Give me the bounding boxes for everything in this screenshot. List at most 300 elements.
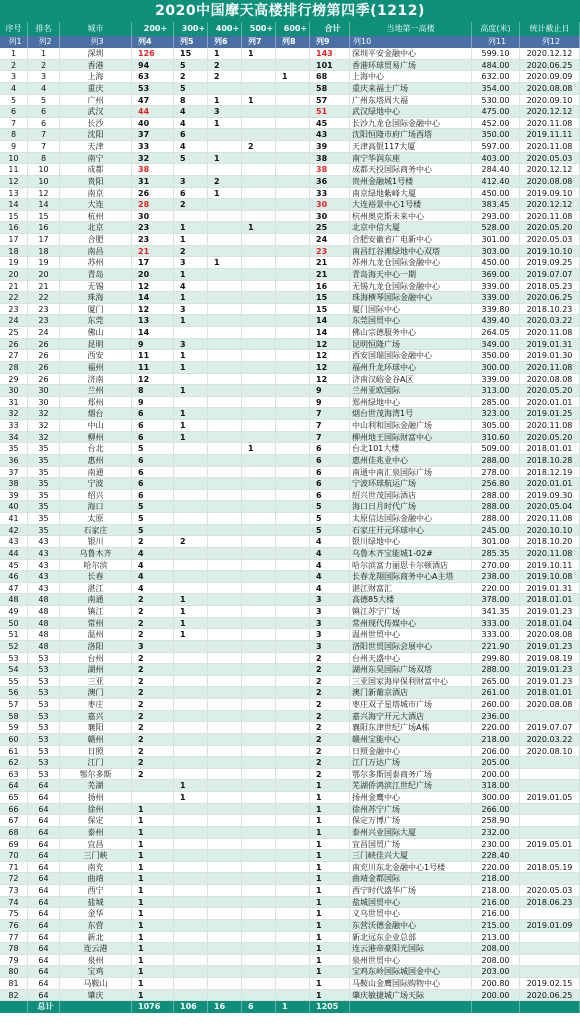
table-cell-col7 (242, 897, 276, 909)
table-cell-col10: 宁波环球航运广场 (350, 478, 472, 490)
total-cell-11 (472, 1001, 520, 1013)
table-cell-col8 (276, 862, 310, 874)
table-cell-col7 (242, 804, 276, 816)
table-row (0, 687, 580, 699)
table-cell-col7 (242, 292, 276, 304)
table-cell-col6 (208, 746, 242, 758)
table-cell-col1: 17 (0, 234, 28, 246)
table-cell-col12: 2019.01.09 (520, 920, 580, 932)
table-cell-col9: 3 (310, 629, 350, 641)
table-cell-col4: 1 (132, 885, 174, 897)
table-cell-col12: 2020.11.08 (520, 362, 580, 374)
table-cell-col2: 53 (28, 699, 60, 711)
table-cell-col5: 1 (174, 315, 208, 327)
table-cell-col10: 曲靖金都国际 (350, 873, 472, 885)
table-cell-col12: 2019.01.23 (520, 664, 580, 676)
table-cell-col1: 14 (0, 199, 28, 211)
table-cell-col2: 35 (28, 490, 60, 502)
table-cell-col9: 1 (310, 780, 350, 792)
table-row (0, 327, 580, 339)
table-cell-col8 (276, 211, 310, 223)
table-cell-col2: 10 (28, 176, 60, 188)
table-cell-col8 (276, 641, 310, 653)
table-row (0, 118, 580, 130)
table-cell-col2: 26 (28, 374, 60, 386)
table-cell-col3: 芜湖 (60, 780, 132, 792)
table-row (0, 106, 580, 118)
table-cell-col11: 339.00 (472, 292, 520, 304)
table-cell-col2: 64 (28, 780, 60, 792)
table-cell-col3: 鄂尔多斯 (60, 769, 132, 781)
table-cell-col6 (208, 734, 242, 746)
table-cell-col5 (174, 327, 208, 339)
table-row (0, 48, 580, 60)
table-row (0, 850, 580, 862)
table-cell-col6 (208, 327, 242, 339)
table-cell-col3: 南宁 (60, 153, 132, 165)
table-cell-col3: 扬州 (60, 792, 132, 804)
table-row (0, 560, 580, 572)
table-cell-col12: 2020.09.09 (520, 71, 580, 83)
table-cell-col6 (208, 490, 242, 502)
table-row (0, 385, 580, 397)
table-cell-col4: 20 (132, 269, 174, 281)
table-cell-col3: 东营 (60, 920, 132, 932)
table-cell-col1: 65 (0, 792, 28, 804)
table-cell-col11: 301.00 (472, 234, 520, 246)
table-cell-col11: 333.00 (472, 629, 520, 641)
table-cell-col5: 3 (174, 304, 208, 316)
table-cell-col11: 452.00 (472, 118, 520, 130)
table-cell-col11: 205.00 (472, 757, 520, 769)
table-cell-col9: 1 (310, 932, 350, 944)
table-cell-col4: 1 (132, 897, 174, 909)
table-cell-col5: 4 (174, 106, 208, 118)
table-cell-col8 (276, 269, 310, 281)
table-cell-col4: 5 (132, 525, 174, 537)
table-cell-col1: 44 (0, 548, 28, 560)
table-cell-col8 (276, 257, 310, 269)
table-cell-col2: 15 (28, 211, 60, 223)
table-cell-col5: 2 (174, 536, 208, 548)
header-cell-12: 统计截止日 (520, 22, 580, 36)
table-cell-col4: 126 (132, 48, 174, 60)
table-cell-col2: 19 (28, 257, 60, 269)
table-cell-col9: 36 (310, 176, 350, 188)
table-row (0, 920, 580, 932)
table-row (0, 618, 580, 630)
table-cell-col6 (208, 281, 242, 293)
table-cell-col6: 2 (208, 60, 242, 72)
table-cell-col4: 6 (132, 478, 174, 490)
table-cell-col9: 2 (310, 687, 350, 699)
table-cell-col5 (174, 932, 208, 944)
table-cell-col9: 1 (310, 839, 350, 851)
table-cell-col10: 南京绿地紫峰大厦 (350, 188, 472, 200)
table-cell-col12: 2019.11.11 (520, 129, 580, 141)
table-cell-col12: 2018.05.23 (520, 281, 580, 293)
table-cell-col7 (242, 153, 276, 165)
table-cell-col7 (242, 397, 276, 409)
table-cell-col9: 3 (310, 606, 350, 618)
table-cell-col4: 6 (132, 490, 174, 502)
table-cell-col1: 62 (0, 757, 28, 769)
table-cell-col6: 1 (208, 153, 242, 165)
table-row (0, 792, 580, 804)
table-row (0, 641, 580, 653)
table-cell-col12: 2020.08.08 (520, 83, 580, 95)
table-row (0, 164, 580, 176)
table-cell-col10: 嘉兴海宁开元大酒店 (350, 711, 472, 723)
table-cell-col10: 佛山宗德服务中心 (350, 327, 472, 339)
table-cell-col1: 4 (0, 83, 28, 95)
table-cell-col5: 1 (174, 222, 208, 234)
table-cell-col5 (174, 583, 208, 595)
subheader-cell-12: 列12 (520, 36, 580, 48)
table-cell-col4: 40 (132, 118, 174, 130)
table-cell-col5 (174, 815, 208, 827)
table-cell-col8 (276, 687, 310, 699)
table-cell-col10: 石家庄开元环球中心 (350, 525, 472, 537)
table-cell-col10: 保定万博广场 (350, 815, 472, 827)
total-cell-1 (0, 1001, 28, 1013)
table-cell-col7 (242, 304, 276, 316)
table-cell-col2: 43 (28, 560, 60, 572)
subheader-cell-9: 列9 (310, 36, 350, 48)
table-cell-col8 (276, 792, 310, 804)
table-cell-col2: 26 (28, 362, 60, 374)
table-cell-col11: 597.00 (472, 141, 520, 153)
table-cell-col2: 48 (28, 629, 60, 641)
table-row (0, 699, 580, 711)
table-cell-col9: 1 (310, 873, 350, 885)
table-cell-col4: 1 (132, 827, 174, 839)
table-cell-col8 (276, 83, 310, 95)
table-cell-col6 (208, 920, 242, 932)
table-cell-col7 (242, 943, 276, 955)
table-cell-col1: 73 (0, 885, 28, 897)
table-cell-col4: 23 (132, 222, 174, 234)
table-cell-col6 (208, 885, 242, 897)
table-row (0, 769, 580, 781)
table-cell-col11: 265.00 (472, 676, 520, 688)
table-cell-col1: 12 (0, 176, 28, 188)
table-cell-col5 (174, 676, 208, 688)
table-cell-col9: 6 (310, 455, 350, 467)
table-cell-col4: 2 (132, 734, 174, 746)
table-cell-col1: 7 (0, 118, 28, 130)
table-cell-col2: 53 (28, 734, 60, 746)
table-cell-col2: 35 (28, 513, 60, 525)
table-cell-col4: 5 (132, 513, 174, 525)
table-cell-col7 (242, 327, 276, 339)
table-cell-col2: 5 (28, 95, 60, 107)
table-cell-col10: 东莞国贸中心 (350, 315, 472, 327)
table-cell-col11: 354.00 (472, 83, 520, 95)
table-cell-col7 (242, 420, 276, 432)
table-cell-col1: 30 (0, 385, 28, 397)
table-cell-col11: 339.00 (472, 281, 520, 293)
table-cell-col10: 徐州苏宁广场 (350, 804, 472, 816)
table-cell-col2: 35 (28, 478, 60, 490)
table-cell-col6 (208, 978, 242, 990)
table-cell-col1: 37 (0, 467, 28, 479)
table-cell-col11: 260.00 (472, 699, 520, 711)
table-row (0, 60, 580, 72)
table-cell-col10: 泰州兴业国际大厦 (350, 827, 472, 839)
table-cell-col2: 48 (28, 618, 60, 630)
table-cell-col2: 4 (28, 83, 60, 95)
table-cell-col7 (242, 722, 276, 734)
table-cell-col12: 2020.08.08 (520, 699, 580, 711)
table-cell-col10: 新北远东企业总部 (350, 932, 472, 944)
table-cell-col7 (242, 571, 276, 583)
table-cell-col11: 403.00 (472, 153, 520, 165)
table-cell-col12: 2019.07.07 (520, 722, 580, 734)
table-cell-col10: 长沙九龙仓国际金融中心 (350, 118, 472, 130)
table-cell-col9: 4 (310, 560, 350, 572)
table-cell-col11: 530.00 (472, 95, 520, 107)
table-cell-col12: 2019.01.23 (520, 676, 580, 688)
table-cell-col10: 西安国瑞国际金融中心 (350, 350, 472, 362)
table-cell-col6 (208, 467, 242, 479)
table-cell-col9: 21 (310, 269, 350, 281)
table-cell-col12: 2020.09.10 (520, 95, 580, 107)
table-cell-col4: 11 (132, 350, 174, 362)
table-cell-col4: 2 (132, 664, 174, 676)
table-cell-col1: 9 (0, 141, 28, 153)
table-cell-col6 (208, 420, 242, 432)
table-cell-col6: 1 (208, 188, 242, 200)
table-cell-col7 (242, 211, 276, 223)
table-cell-col12: 2020.03.22 (520, 734, 580, 746)
table-cell-col7 (242, 118, 276, 130)
subheader-cell-6: 列6 (208, 36, 242, 48)
table-cell-col5: 1 (174, 385, 208, 397)
table-cell-col1: 82 (0, 990, 28, 1002)
table-cell-col3: 深圳 (60, 48, 132, 60)
table-cell-col5 (174, 897, 208, 909)
table-cell-col3: 新北 (60, 932, 132, 944)
table-cell-col10: 枣庄双子星塔城市广场 (350, 699, 472, 711)
table-cell-col11: 200.00 (472, 990, 520, 1002)
table-cell-col3: 福州 (60, 362, 132, 374)
table-cell-col12: 2020.05.03 (520, 885, 580, 897)
table-cell-col3: 泰州 (60, 827, 132, 839)
table-cell-col9: 1 (310, 792, 350, 804)
table-cell-col8 (276, 199, 310, 211)
table-cell-col1: 66 (0, 804, 28, 816)
table-cell-col8 (276, 932, 310, 944)
table-cell-col7 (242, 827, 276, 839)
table-cell-col5 (174, 757, 208, 769)
table-cell-col9: 16 (310, 281, 350, 293)
table-cell-col2: 35 (28, 467, 60, 479)
table-cell-col11: 509.00 (472, 443, 520, 455)
table-cell-col10: 青岛海天中心一期 (350, 269, 472, 281)
table-row (0, 71, 580, 83)
table-cell-col6 (208, 443, 242, 455)
table-cell-col12: 2019.09.30 (520, 490, 580, 502)
table-cell-col4: 1 (132, 978, 174, 990)
table-cell-col3: 西安 (60, 350, 132, 362)
table-cell-col11: 288.00 (472, 513, 520, 525)
table-cell-col8 (276, 362, 310, 374)
table-cell-col5: 6 (174, 188, 208, 200)
table-cell-col3: 绍兴 (60, 490, 132, 502)
table-cell-col6 (208, 943, 242, 955)
table-cell-col10: 赣州宝能中心 (350, 734, 472, 746)
header-cell-10: 当地第一高楼 (350, 22, 472, 36)
table-cell-col10: 海口日月时代广场 (350, 501, 472, 513)
table-cell-col12: 2020.05.20 (520, 222, 580, 234)
table-cell-col8 (276, 594, 310, 606)
table-cell-col4: 6 (132, 432, 174, 444)
table-cell-col2: 64 (28, 850, 60, 862)
table-row (0, 455, 580, 467)
table-cell-col2: 64 (28, 920, 60, 932)
table-cell-col2: 35 (28, 501, 60, 513)
table-cell-col7: 1 (242, 95, 276, 107)
table-cell-col5: 1 (174, 618, 208, 630)
table-cell-col1: 68 (0, 827, 28, 839)
table-cell-col11: 310.60 (472, 432, 520, 444)
header-cell-6: 400+ (208, 22, 242, 36)
table-cell-col11: 220.00 (472, 583, 520, 595)
table-cell-col3: 乌鲁木齐 (60, 548, 132, 560)
table-cell-col7 (242, 525, 276, 537)
table-cell-col7 (242, 839, 276, 851)
table-cell-col5 (174, 734, 208, 746)
table-cell-col9: 39 (310, 141, 350, 153)
total-cell-9: 1205 (310, 1001, 350, 1013)
table-cell-col10: 大连裕景中心1号楼 (350, 199, 472, 211)
table-cell-col2: 2 (28, 60, 60, 72)
table-cell-col5: 1 (174, 432, 208, 444)
table-cell-col11: 349.00 (472, 339, 520, 351)
table-cell-col9: 1 (310, 862, 350, 874)
total-cell-5: 106 (174, 1001, 208, 1013)
table-row (0, 873, 580, 885)
table-cell-col12 (520, 769, 580, 781)
table-cell-col6: 1 (208, 95, 242, 107)
table-cell-col11: 339.00 (472, 374, 520, 386)
table-cell-col10: 盐城国贸中心 (350, 897, 472, 909)
table-cell-col1: 67 (0, 815, 28, 827)
table-cell-col11: 238.00 (472, 571, 520, 583)
table-cell-col1: 33 (0, 420, 28, 432)
table-cell-col2: 53 (28, 711, 60, 723)
table-cell-col4: 2 (132, 606, 174, 618)
total-cell-7: 6 (242, 1001, 276, 1013)
table-cell-col11: 216.00 (472, 908, 520, 920)
table-cell-col3: 北京 (60, 222, 132, 234)
table-cell-col6 (208, 385, 242, 397)
table-cell-col10: 义乌世贸中心 (350, 908, 472, 920)
table-cell-col1: 13 (0, 188, 28, 200)
table-cell-col1: 56 (0, 687, 28, 699)
table-cell-col1: 55 (0, 676, 28, 688)
table-cell-col4: 1 (132, 932, 174, 944)
table-cell-col12: 2019.01.05 (520, 792, 580, 804)
table-cell-col7 (242, 594, 276, 606)
table-cell-col5 (174, 862, 208, 874)
table-cell-col3: 嘉兴 (60, 711, 132, 723)
table-cell-col4: 2 (132, 722, 174, 734)
table-cell-col3: 成都 (60, 164, 132, 176)
table-cell-col1: 23 (0, 304, 28, 316)
table-cell-col12: 2020.05.03 (520, 153, 580, 165)
table-cell-col12 (520, 780, 580, 792)
table-cell-col4: 30 (132, 211, 174, 223)
table-cell-col9: 6 (310, 478, 350, 490)
table-cell-col4: 2 (132, 618, 174, 630)
table-cell-col4: 1 (132, 966, 174, 978)
table-row (0, 978, 580, 990)
table-row (0, 397, 580, 409)
table-row (0, 757, 580, 769)
table-cell-col7 (242, 850, 276, 862)
table-cell-col9: 57 (310, 95, 350, 107)
table-cell-col4: 4 (132, 571, 174, 583)
table-cell-col12: 2020.11.08 (520, 513, 580, 525)
table-cell-col2: 53 (28, 676, 60, 688)
table-cell-col4: 6 (132, 467, 174, 479)
table-cell-col9: 1 (310, 850, 350, 862)
table-row (0, 153, 580, 165)
table-cell-col5 (174, 443, 208, 455)
table-cell-col2: 20 (28, 269, 60, 281)
table-cell-col8 (276, 292, 310, 304)
table-cell-col8 (276, 48, 310, 60)
table-cell-col2: 64 (28, 966, 60, 978)
table-cell-col9: 12 (310, 350, 350, 362)
table-cell-col1: 15 (0, 211, 28, 223)
table-cell-col6 (208, 862, 242, 874)
table-cell-col1: 39 (0, 490, 28, 502)
table-cell-col11: 236.00 (472, 711, 520, 723)
table-cell-col8 (276, 339, 310, 351)
table-cell-col4: 12 (132, 374, 174, 386)
table-cell-col11: 245.00 (472, 525, 520, 537)
table-cell-col10: 宝鸡东岭国际城国金中心 (350, 966, 472, 978)
table-cell-col8 (276, 188, 310, 200)
table-cell-col11: 258.90 (472, 815, 520, 827)
table-cell-col7 (242, 862, 276, 874)
table-cell-col1: 22 (0, 292, 28, 304)
table-cell-col10: 湛江财富汇 (350, 583, 472, 595)
table-cell-col5: 2 (174, 199, 208, 211)
table-cell-col4: 5 (132, 501, 174, 513)
table-cell-col5: 3 (174, 257, 208, 269)
table-cell-col6 (208, 606, 242, 618)
table-cell-col2: 53 (28, 769, 60, 781)
table-cell-col12: 2019.01.23 (520, 606, 580, 618)
table-cell-col10: 镇江苏宁广场 (350, 606, 472, 618)
table-cell-col1: 34 (0, 432, 28, 444)
table-row (0, 362, 580, 374)
table-cell-col10: 苏州九龙仓国际金融中心 (350, 257, 472, 269)
table-cell-col6 (208, 129, 242, 141)
table-cell-col5 (174, 467, 208, 479)
table-cell-col2: 23 (28, 315, 60, 327)
table-cell-col7 (242, 932, 276, 944)
table-cell-col12: 2020.08.10 (520, 746, 580, 758)
table-cell-col6: 2 (208, 71, 242, 83)
table-cell-col4: 1 (132, 839, 174, 851)
table-cell-col2: 64 (28, 990, 60, 1002)
rankings-table (0, 48, 580, 1001)
